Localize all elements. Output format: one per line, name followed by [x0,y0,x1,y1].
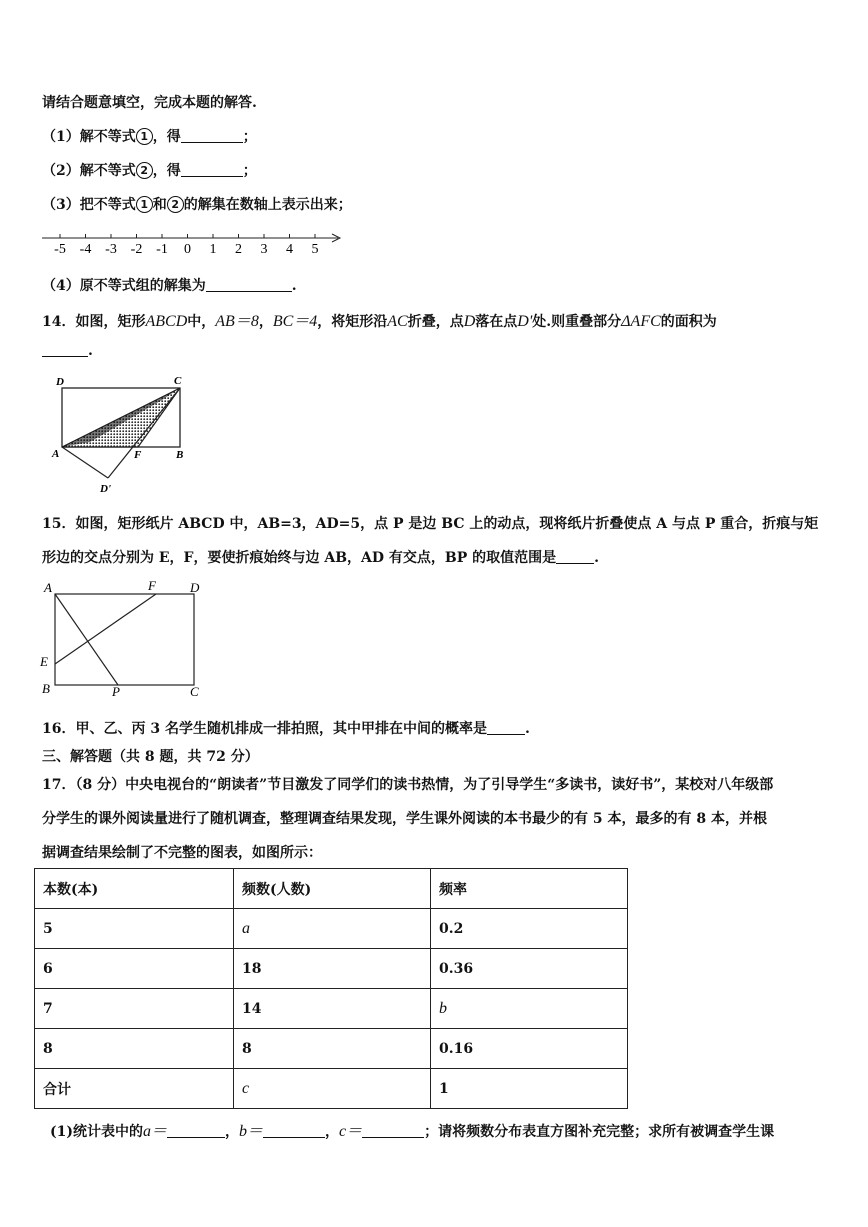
label-d: D [190,580,200,595]
var-a: a＝ [143,1123,168,1140]
label-b: B [176,449,184,461]
q14-ac: AC [387,313,408,330]
q15-line2-text: 形边的交点分别为 E，F，要使折痕始终与边 AB，AD 有交点，BP 的取值范围是 [42,550,557,566]
table-header-row [35,869,628,909]
q14-ab: AB＝8 [215,313,259,330]
answer-blank[interactable] [206,277,292,292]
circle-2-icon: 2 [136,162,153,179]
var-b: b＝ [239,1123,264,1140]
circle-1-icon: 1 [136,128,153,145]
number-line-label: 2 [235,242,242,257]
table-row [35,949,628,989]
table-row [35,909,628,949]
table-cell: 合计 [35,1069,234,1109]
q16-question: 16．甲、乙、丙 3 名学生随机排成一排拍照，其中甲排在中间的概率是 [42,721,487,737]
q14-d: D [463,313,476,330]
label-c: C [174,375,182,387]
number-line-label: 5 [311,242,319,257]
q13-part4-prefix: （4）原不等式组的解集为 [42,278,206,294]
answer-blank[interactable] [362,1123,424,1138]
label-e: E [40,654,48,669]
q17-sub1-rest: ；请将频数分布表直方图补充完整；求所有被调查学生课 [424,1124,775,1140]
table-cell: 5 [35,909,234,949]
section-heading: 三、解答题（共 8 题，共 72 分） [42,749,259,765]
q16-text [42,718,530,738]
answer-blank[interactable] [487,720,525,735]
answer-blank[interactable] [263,1123,325,1138]
table-row [35,1029,628,1069]
q15-figure [38,576,208,700]
table-cell: 8 [35,1029,234,1069]
q13-part2-prefix: （2）解不等式 [42,163,136,179]
table-cell: a [234,909,431,949]
q13-part2 [42,160,257,180]
q13-part4-end: . [291,278,297,294]
table-cell: c [234,1069,431,1109]
q17-line2: 分学生的课外阅读量进行了随机调查，整理调查结果发现，学生课外阅读的本书最少的有 5 本，最多的有 8 本，并根 [42,811,767,827]
table-cell: 1 [431,1069,628,1109]
q14-answer-line [42,342,93,359]
frequency-table [34,868,628,1109]
number-line-label: -5 [54,242,66,257]
number-line-label: 0 [184,242,191,257]
q13-part3 [42,194,352,214]
q13-part1 [42,126,257,146]
label-c: C [190,684,199,699]
label-d: D [56,376,64,388]
q14-end: . [88,343,93,359]
q14-text-c: ，将矩形沿 [317,314,388,330]
number-line-label: 4 [286,242,293,257]
label-f: F [134,449,142,461]
label-b: B [42,681,50,696]
q14-abcd: ABCD [145,313,188,330]
q15-line2 [42,547,599,567]
table-cell: 0.16 [431,1029,628,1069]
circle-2-icon: 2 [167,196,184,213]
number-line-label: -2 [130,242,143,257]
q15-line1: 15．如图，矩形纸片 ABCD 中，AB=3，AD=5，点 P 是边 BC 上的动点，现将纸片折叠使点 A 与点 P 重合，折痕与矩 [42,516,819,532]
answer-blank[interactable] [181,162,243,177]
q13-part2-end: ； [242,163,257,179]
q17-sub1-prefix: (1)统计表中的 [50,1124,143,1140]
q14-triangle: ΔAFC [621,313,661,330]
table-cell: b [431,989,628,1029]
label-d-prime: D' [100,483,111,495]
q14-text [42,308,717,331]
table-cell: 7 [35,989,234,1029]
q13-part3-suffix: 的解集在数轴上表示出来； [183,197,352,213]
label-f: F [148,578,156,593]
answer-blank[interactable] [181,128,243,143]
table-header: 频率 [431,869,628,909]
var-c: c＝ [339,1123,363,1140]
q13-part1-mid: ，得 [152,129,181,145]
table-cell: 0.36 [431,949,628,989]
table-cell: 8 [234,1029,431,1069]
table-row [35,989,628,1029]
number-line-label: -4 [79,242,92,257]
table-cell: 0.2 [431,909,628,949]
answer-blank[interactable] [167,1123,225,1138]
q17-sep: ， [225,1124,240,1140]
number-line [38,228,348,258]
label-a: A [52,448,60,460]
q13-part3-prefix: （3）把不等式 [42,197,136,213]
table-cell: 6 [35,949,234,989]
q13-part1-end: ； [242,129,257,145]
q14-text-f: 处.则重叠部分 [532,314,622,330]
label-a: A [44,580,52,595]
table-header: 本数(本) [35,869,234,909]
q14-text-b: 中， [187,314,216,330]
q13-part4 [42,275,297,295]
table-row [35,1069,628,1109]
number-line-label: -3 [105,242,117,257]
number-line-label: 1 [209,242,217,257]
q13-part2-mid: ，得 [152,163,181,179]
table-header: 频数(人数) [234,869,431,909]
label-p: P [112,684,120,699]
table-cell: 18 [234,949,431,989]
answer-blank[interactable] [42,342,88,357]
q14-text-e: 落在点 [475,314,518,330]
q14-dprime: D' [517,313,533,330]
q17-sub1 [50,1118,774,1141]
q17-line1: 17．（8 分）中央电视台的“朗读者”节目激发了同学们的读书热情，为了引导学生“多读书，读好书”，某校对八年级部 [42,777,774,793]
q14-text-g: 的面积为 [660,314,717,330]
q14-text-d: 折叠，点 [407,314,464,330]
q14-text-a: 14．如图，矩形 [42,314,146,330]
number-line-label: 3 [260,242,268,257]
q14-bc: BC＝4 [272,313,318,330]
q16-end: . [524,721,530,737]
q14-figure [50,370,200,495]
q17-sep: ， [325,1124,340,1140]
q14-comma: ， [258,314,273,330]
answer-blank[interactable] [556,549,594,564]
intro-text: 请结合题意填空，完成本题的解答. [42,95,257,111]
q13-part1-prefix: （1）解不等式 [42,129,136,145]
circle-1-icon: 1 [136,196,153,213]
table-cell: 14 [234,989,431,1029]
q15-line2-end: . [594,550,600,566]
q13-part3-and: 和 [152,197,167,213]
number-line-label: -1 [156,242,168,257]
q17-line3: 据调查结果绘制了不完整的图表，如图所示： [42,845,322,861]
